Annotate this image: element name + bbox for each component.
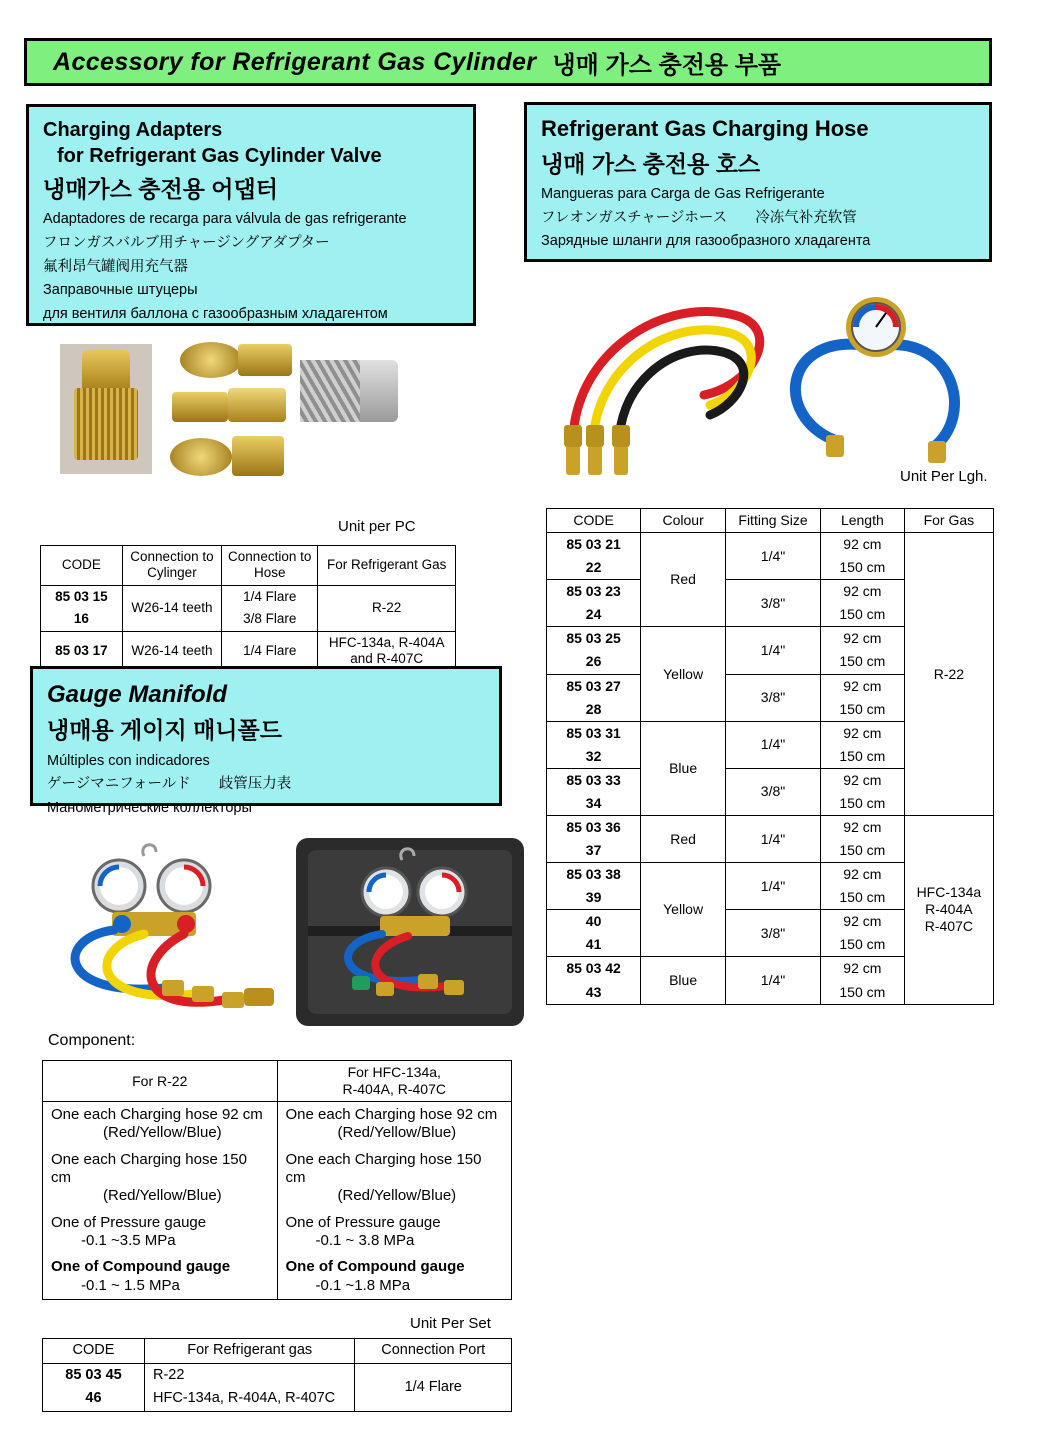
hose-title-en: Refrigerant Gas Charging Hose bbox=[541, 116, 869, 141]
set-th-code: CODE bbox=[43, 1339, 145, 1364]
hose-gas-r22: R-22 bbox=[904, 533, 993, 816]
component-right-4-l1: One of Compound gauge bbox=[285, 1258, 465, 1276]
hose-length: 150 cm bbox=[820, 556, 904, 580]
hose-code: 39 bbox=[547, 886, 641, 910]
table-row bbox=[41, 585, 456, 608]
adapters-gas-1: R-22 bbox=[318, 585, 456, 631]
manifold-unit-note: Unit Per Set bbox=[410, 1315, 491, 1332]
hose-table bbox=[546, 508, 994, 1005]
page-title-ko: 냉매 가스 충전용 부품 bbox=[552, 51, 782, 79]
hose-length: 92 cm bbox=[820, 580, 904, 604]
hose-product-photo bbox=[534, 275, 994, 485]
component-right-2-l2: (Red/Yellow/Blue) bbox=[337, 1187, 457, 1205]
hose-colour-red1: Red bbox=[641, 533, 726, 627]
hose-length: 92 cm bbox=[820, 863, 904, 887]
page-title-banner bbox=[24, 38, 992, 86]
component-right-4-l2: -0.1 ~1.8 MPa bbox=[315, 1276, 411, 1294]
adapters-subtitle-ja: フロンガスバルブ用チャージングアダプター bbox=[43, 234, 330, 251]
hose-code: 24 bbox=[547, 603, 641, 627]
manifold-subtitle-ru: Манометрические коллекторы bbox=[47, 799, 252, 816]
adapters-subtitle-ru-1: Заправочные штуцеры bbox=[43, 282, 198, 299]
section-header-gauge-manifold bbox=[30, 666, 502, 816]
manifold-subtitle-zh: 歧管压力表 bbox=[218, 776, 292, 793]
hose-fitting: 3/8" bbox=[726, 674, 821, 721]
adapters-hose-2: 1/4 Flare bbox=[222, 631, 318, 671]
hose-code: 85 03 31 bbox=[547, 721, 641, 745]
adapters-table bbox=[40, 545, 456, 672]
manifold-title-en: Gauge Manifold bbox=[47, 681, 227, 708]
hose-fitting: 1/4" bbox=[726, 533, 821, 580]
hose-length: 92 cm bbox=[820, 768, 904, 792]
table-row bbox=[43, 1363, 512, 1387]
hose-th-length: Length bbox=[820, 509, 904, 533]
hose-title-ko: 냉매 가스 충전용 호스 bbox=[541, 150, 761, 177]
adapters-cylinder-2: W26-14 teeth bbox=[122, 631, 221, 671]
component-right-1-l2: (Red/Yellow/Blue) bbox=[337, 1124, 457, 1142]
set-gas-2: HFC-134a, R-404A, R-407C bbox=[144, 1387, 354, 1411]
hose-fitting: 3/8" bbox=[726, 910, 821, 957]
hose-length: 92 cm bbox=[820, 957, 904, 981]
component-right-1-l1: One each Charging hose 92 cm bbox=[285, 1106, 498, 1124]
component-th-hfc-l2: R-404A, R-407C bbox=[342, 1081, 446, 1098]
component-left-1-l2: (Red/Yellow/Blue) bbox=[103, 1124, 222, 1142]
hose-unit-note: Unit Per Lgh. bbox=[900, 468, 988, 485]
adapters-unit-note: Unit per PC bbox=[338, 518, 416, 535]
hose-th-gas: For Gas bbox=[904, 509, 993, 533]
adapters-title-ko: 냉매가스 충전용 어댑터 bbox=[43, 176, 278, 202]
component-cell-right-4 bbox=[277, 1254, 512, 1299]
adapters-hose-1a: 1/4 Flare bbox=[222, 585, 318, 608]
manifold-subtitle-ja bbox=[47, 774, 485, 795]
component-th-hfc-l1: For HFC-134a, bbox=[347, 1064, 441, 1080]
hose-length: 150 cm bbox=[820, 839, 904, 863]
component-cell-left-2 bbox=[43, 1147, 278, 1210]
manifold-title-ko: 냉매용 게이지 매니폴드 bbox=[47, 717, 282, 744]
hose-th-fitting: Fitting Size bbox=[726, 509, 821, 533]
hose-code: 85 03 38 bbox=[547, 863, 641, 887]
component-left-2-l1: One each Charging hose 150 cm bbox=[51, 1150, 247, 1187]
section-header-charging-hose bbox=[524, 102, 992, 262]
adapters-th-cylinder: Connection to Cylinger bbox=[122, 546, 221, 586]
table-row bbox=[43, 1102, 512, 1147]
hose-gas-hfc bbox=[904, 816, 993, 1005]
section-header-charging-adapters bbox=[26, 104, 476, 326]
hose-gas-hfc-l3: R-407C bbox=[924, 918, 973, 935]
hose-code: 32 bbox=[547, 745, 641, 769]
hose-code: 41 bbox=[547, 933, 641, 957]
page-title-en: Accessory for Refrigerant Gas Cylinder bbox=[53, 47, 537, 76]
hose-length: 92 cm bbox=[820, 816, 904, 840]
hose-length: 150 cm bbox=[820, 792, 904, 816]
hose-colour-yellow2: Yellow bbox=[641, 863, 726, 957]
manifold-product-photo bbox=[44, 838, 304, 1028]
adapters-subtitle-zh: 氟利昂气罐阀用充气器 bbox=[43, 258, 188, 275]
hose-code: 85 03 23 bbox=[547, 580, 641, 604]
table-header-row bbox=[41, 546, 456, 586]
manifold-illustration-b bbox=[290, 830, 530, 1035]
table-row bbox=[547, 533, 994, 557]
component-left-2-l2: (Red/Yellow/Blue) bbox=[103, 1187, 222, 1205]
hose-fitting: 1/4" bbox=[726, 627, 821, 674]
table-header-row bbox=[547, 509, 994, 533]
hose-subtitle-ru: Зарядные шланги для газообразного хладагента bbox=[541, 233, 871, 250]
table-header-row bbox=[43, 1061, 512, 1102]
component-cell-right-3 bbox=[277, 1210, 512, 1255]
hose-length: 150 cm bbox=[820, 981, 904, 1005]
hose-length: 92 cm bbox=[820, 721, 904, 745]
hose-code: 37 bbox=[547, 839, 641, 863]
hose-length: 150 cm bbox=[820, 603, 904, 627]
hose-code: 40 bbox=[547, 910, 641, 934]
hose-th-code: CODE bbox=[547, 509, 641, 533]
hose-length: 150 cm bbox=[820, 698, 904, 722]
adapters-cylinder-1: W26-14 teeth bbox=[122, 585, 221, 631]
component-right-3-l1: One of Pressure gauge bbox=[285, 1213, 441, 1231]
hose-code: 85 03 42 bbox=[547, 957, 641, 981]
hose-subtitle-zh: 冷冻气补充软管 bbox=[755, 209, 857, 226]
hose-length: 92 cm bbox=[820, 674, 904, 698]
manifold-case-photo bbox=[290, 830, 530, 1035]
hose-code: 85 03 36 bbox=[547, 816, 641, 840]
hose-code: 22 bbox=[547, 556, 641, 580]
set-gas-1: R-22 bbox=[144, 1363, 354, 1387]
component-cell-right-2 bbox=[277, 1147, 512, 1210]
adapters-th-gas: For Refrigerant Gas bbox=[318, 546, 456, 586]
adapters-product-photo bbox=[52, 340, 452, 500]
component-cell-left-1 bbox=[43, 1102, 278, 1147]
hose-subtitle-ja bbox=[541, 208, 975, 229]
hose-subtitle-es: Mangueras para Carga de Gas Refrigerante bbox=[541, 185, 825, 202]
adapters-subtitle-es: Adaptadores de recarga para válvula de gas refrigerante bbox=[43, 211, 407, 228]
hose-th-colour: Colour bbox=[641, 509, 726, 533]
hose-length: 92 cm bbox=[820, 910, 904, 934]
table-row bbox=[547, 816, 994, 840]
hose-code: 85 03 33 bbox=[547, 768, 641, 792]
component-cell-left-4 bbox=[43, 1254, 278, 1299]
hose-colour-red2: Red bbox=[641, 816, 726, 863]
table-row bbox=[43, 1210, 512, 1255]
manifold-component-table bbox=[42, 1060, 512, 1300]
manifold-subtitle-ja-text: ゲージマニフォールド bbox=[47, 776, 191, 793]
hose-subtitle-ja-text: フレオンガスチャージホース bbox=[541, 209, 728, 226]
table-header-row bbox=[43, 1339, 512, 1364]
adapters-th-hose: Connection to Hose bbox=[222, 546, 318, 586]
component-left-1-l1: One each Charging hose 92 cm bbox=[51, 1106, 263, 1124]
hose-code: 85 03 25 bbox=[547, 627, 641, 651]
component-left-3-l1: One of Pressure gauge bbox=[51, 1213, 207, 1231]
adapters-code-1a: 85 03 15 bbox=[41, 585, 123, 608]
set-port: 1/4 Flare bbox=[355, 1363, 512, 1411]
hose-code: 85 03 21 bbox=[547, 533, 641, 557]
adapters-title-en-line2: for Refrigerant Gas Cylinder Valve bbox=[57, 145, 382, 167]
hose-length: 150 cm bbox=[820, 886, 904, 910]
hose-code: 34 bbox=[547, 792, 641, 816]
component-right-2-l1: One each Charging hose 150 cm bbox=[285, 1150, 482, 1187]
hose-length: 92 cm bbox=[820, 533, 904, 557]
hose-gas-hfc-l2: R-404A bbox=[925, 901, 973, 918]
component-th-r22: For R-22 bbox=[43, 1061, 278, 1102]
hose-code: 85 03 27 bbox=[547, 674, 641, 698]
hose-length: 150 cm bbox=[820, 745, 904, 769]
hose-length: 150 cm bbox=[820, 650, 904, 674]
hose-colour-yellow1: Yellow bbox=[641, 627, 726, 721]
hose-fitting: 3/8" bbox=[726, 768, 821, 815]
set-th-gas: For Refrigerant gas bbox=[144, 1339, 354, 1364]
hose-fitting: 3/8" bbox=[726, 580, 821, 627]
component-cell-right-1 bbox=[277, 1102, 512, 1147]
hose-length: 92 cm bbox=[820, 627, 904, 651]
adapters-hose-1b: 3/8 Flare bbox=[222, 608, 318, 631]
hose-fitting: 1/4" bbox=[726, 721, 821, 768]
hose-fitting: 1/4" bbox=[726, 957, 821, 1004]
component-left-4-l1: One of Compound gauge bbox=[51, 1258, 231, 1276]
component-label: Component: bbox=[48, 1032, 136, 1049]
adapters-th-code: CODE bbox=[41, 546, 123, 586]
hose-colour-blue2: Blue bbox=[641, 957, 726, 1004]
set-th-port: Connection Port bbox=[355, 1339, 512, 1364]
component-left-3-l2: -0.1 ~3.5 MPa bbox=[81, 1231, 176, 1249]
adapters-subtitle-ru-2: для вентиля баллона с газообразным хладагентом bbox=[43, 305, 388, 322]
hose-length: 150 cm bbox=[820, 933, 904, 957]
adapters-code-1b: 16 bbox=[41, 608, 123, 631]
manifold-subtitle-es: Múltiples con indicadores bbox=[47, 752, 210, 769]
hose-gas-hfc-l1: HFC-134a bbox=[916, 884, 982, 901]
manifold-illustration-a bbox=[44, 838, 304, 1028]
hose-colour-blue1: Blue bbox=[641, 721, 726, 815]
table-row bbox=[43, 1254, 512, 1299]
component-right-3-l2: -0.1 ~ 3.8 MPa bbox=[315, 1231, 415, 1249]
set-code-2: 46 bbox=[43, 1387, 145, 1411]
hose-code: 28 bbox=[547, 698, 641, 722]
hose-code: 26 bbox=[547, 650, 641, 674]
component-cell-left-3 bbox=[43, 1210, 278, 1255]
set-code-1: 85 03 45 bbox=[43, 1363, 145, 1387]
hose-fitting: 1/4" bbox=[726, 863, 821, 910]
adapters-gas-2: HFC-134a, R-404A and R-407C bbox=[318, 631, 456, 671]
adapters-code-2: 85 03 17 bbox=[41, 631, 123, 671]
hose-fitting: 1/4" bbox=[726, 816, 821, 863]
component-th-hfc bbox=[277, 1061, 512, 1102]
adapters-title-en-line1: Charging Adapters bbox=[43, 119, 223, 141]
manifold-set-table bbox=[42, 1338, 512, 1412]
table-row bbox=[43, 1147, 512, 1210]
hose-code: 43 bbox=[547, 981, 641, 1005]
hose-illustration bbox=[534, 275, 994, 485]
component-left-4-l2: -0.1 ~ 1.5 MPa bbox=[81, 1276, 180, 1294]
